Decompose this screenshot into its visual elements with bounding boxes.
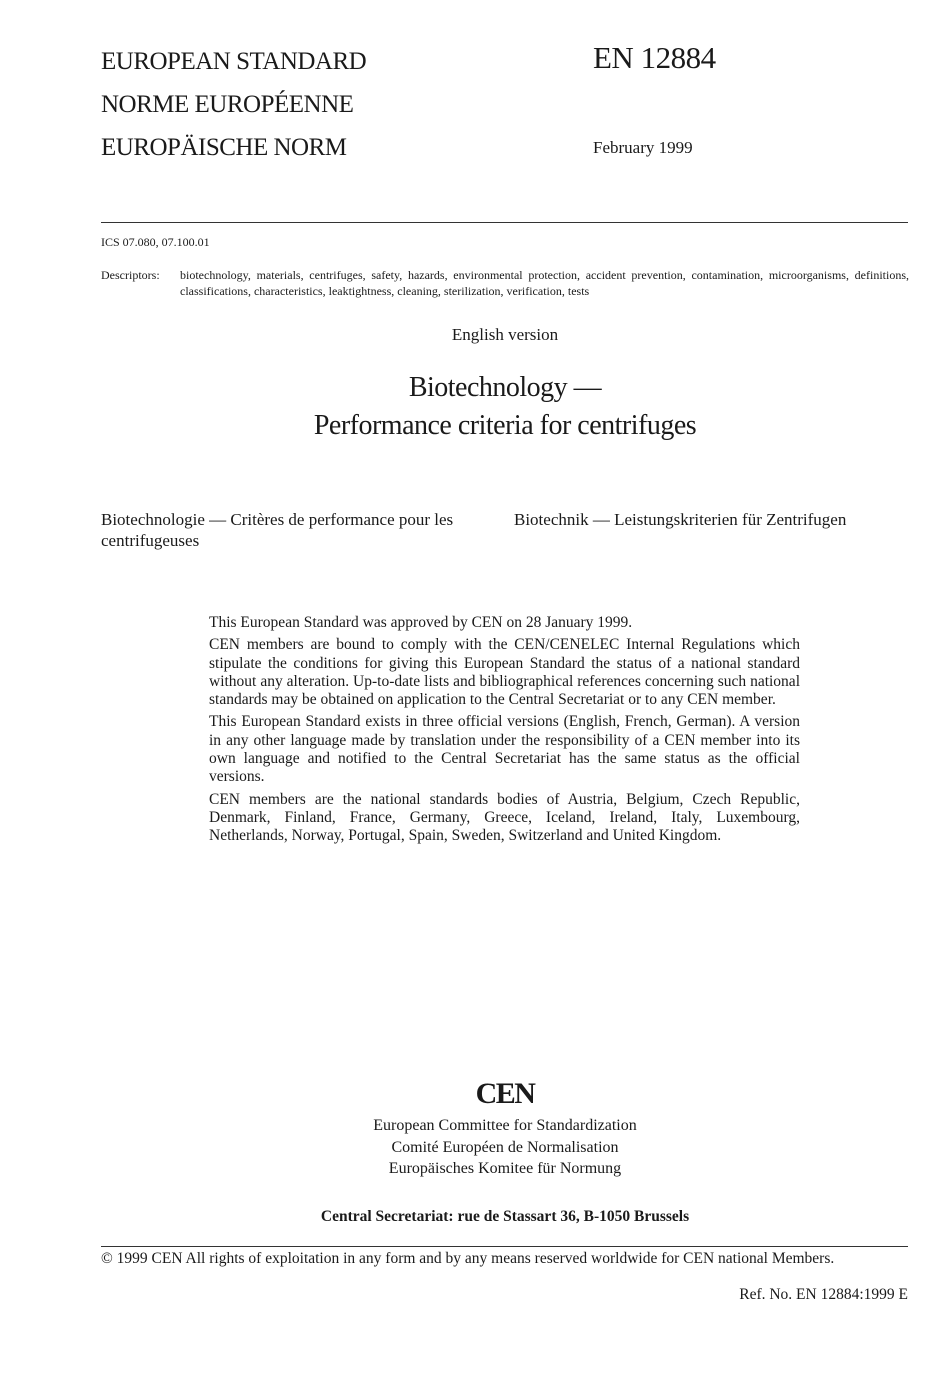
ics-codes: ICS 07.080, 07.100.01: [101, 235, 210, 249]
central-secretariat-address: Central Secretariat: rue de Stassart 36, B-1050 Brussels: [320, 1208, 690, 1225]
cen-logo: CEN: [475, 1077, 535, 1110]
standard-name-english: EUROPEAN STANDARD: [101, 48, 367, 75]
document-title-line2: Performance criteria for centrifuges: [313, 410, 697, 441]
top-divider: [101, 222, 908, 223]
standard-name-french: NORME EUROPÉENNE: [101, 91, 354, 118]
org-name-english: European Committee for Standardization: [373, 1117, 637, 1134]
standard-number: EN 12884: [593, 40, 716, 75]
org-name-german: Europäisches Komitee für Normung: [388, 1160, 622, 1177]
bottom-divider: [101, 1246, 908, 1247]
descriptors-list: biotechnology, materials, centrifuges, safety, hazards, environmental protection, accident prevention, contamination, microorganisms, definitions, classifications, characteristics, leaktightness, cleaning, sterilization, verification, tests: [180, 268, 909, 298]
approval-paragraph: CEN members are bound to comply with the CEN/CENELEC Internal Regulations which stipulate the conditions for giving this European Standard the status of a national standard without any alteration. Up-to-date lists and bibliographical references concerning such national standards may be obtained on application to the Central Secretariat or to any CEN member.: [209, 636, 800, 709]
french-title: Biotechnologie — Critères de performance pour les centrifugeuses: [101, 510, 454, 550]
approval-paragraph: This European Standard exists in three official versions (English, French, German). A version in any other language made by translation under the responsibility of a CEN member into its own language and notified to the Central Secretariat has the same status as the official versions.: [209, 713, 800, 786]
standard-name-german: EUROPÄISCHE NORM: [101, 134, 347, 161]
copyright-notice: © 1999 CEN All rights of exploitation in any form and by any means reserved worldwide for CEN national Members.: [101, 1250, 835, 1267]
reference-number: Ref. No. EN 12884:1999 E: [739, 1286, 908, 1303]
german-title: Biotechnik — Leistungskriterien für Zentrifugen: [514, 510, 847, 529]
approval-paragraph: This European Standard was approved by CEN on 28 January 1999.: [209, 614, 633, 631]
publication-date: February 1999: [593, 138, 693, 157]
approval-text: [209, 614, 800, 850]
document-title-line1: Biotechnology —: [408, 372, 602, 403]
version-note: English version: [451, 325, 559, 344]
descriptors-label: Descriptors:: [101, 268, 160, 282]
approval-paragraph: CEN members are the national standards bodies of Austria, Belgium, Czech Republic, Denmark, Finland, France, Germany, Greece, Iceland, Ireland, Italy, Luxembourg, Netherlands, Norway, Portugal, Spain, Sweden, Switzerland and United Kingdom.: [209, 790, 800, 845]
org-name-french: Comité Européen de Normalisation: [391, 1139, 619, 1156]
